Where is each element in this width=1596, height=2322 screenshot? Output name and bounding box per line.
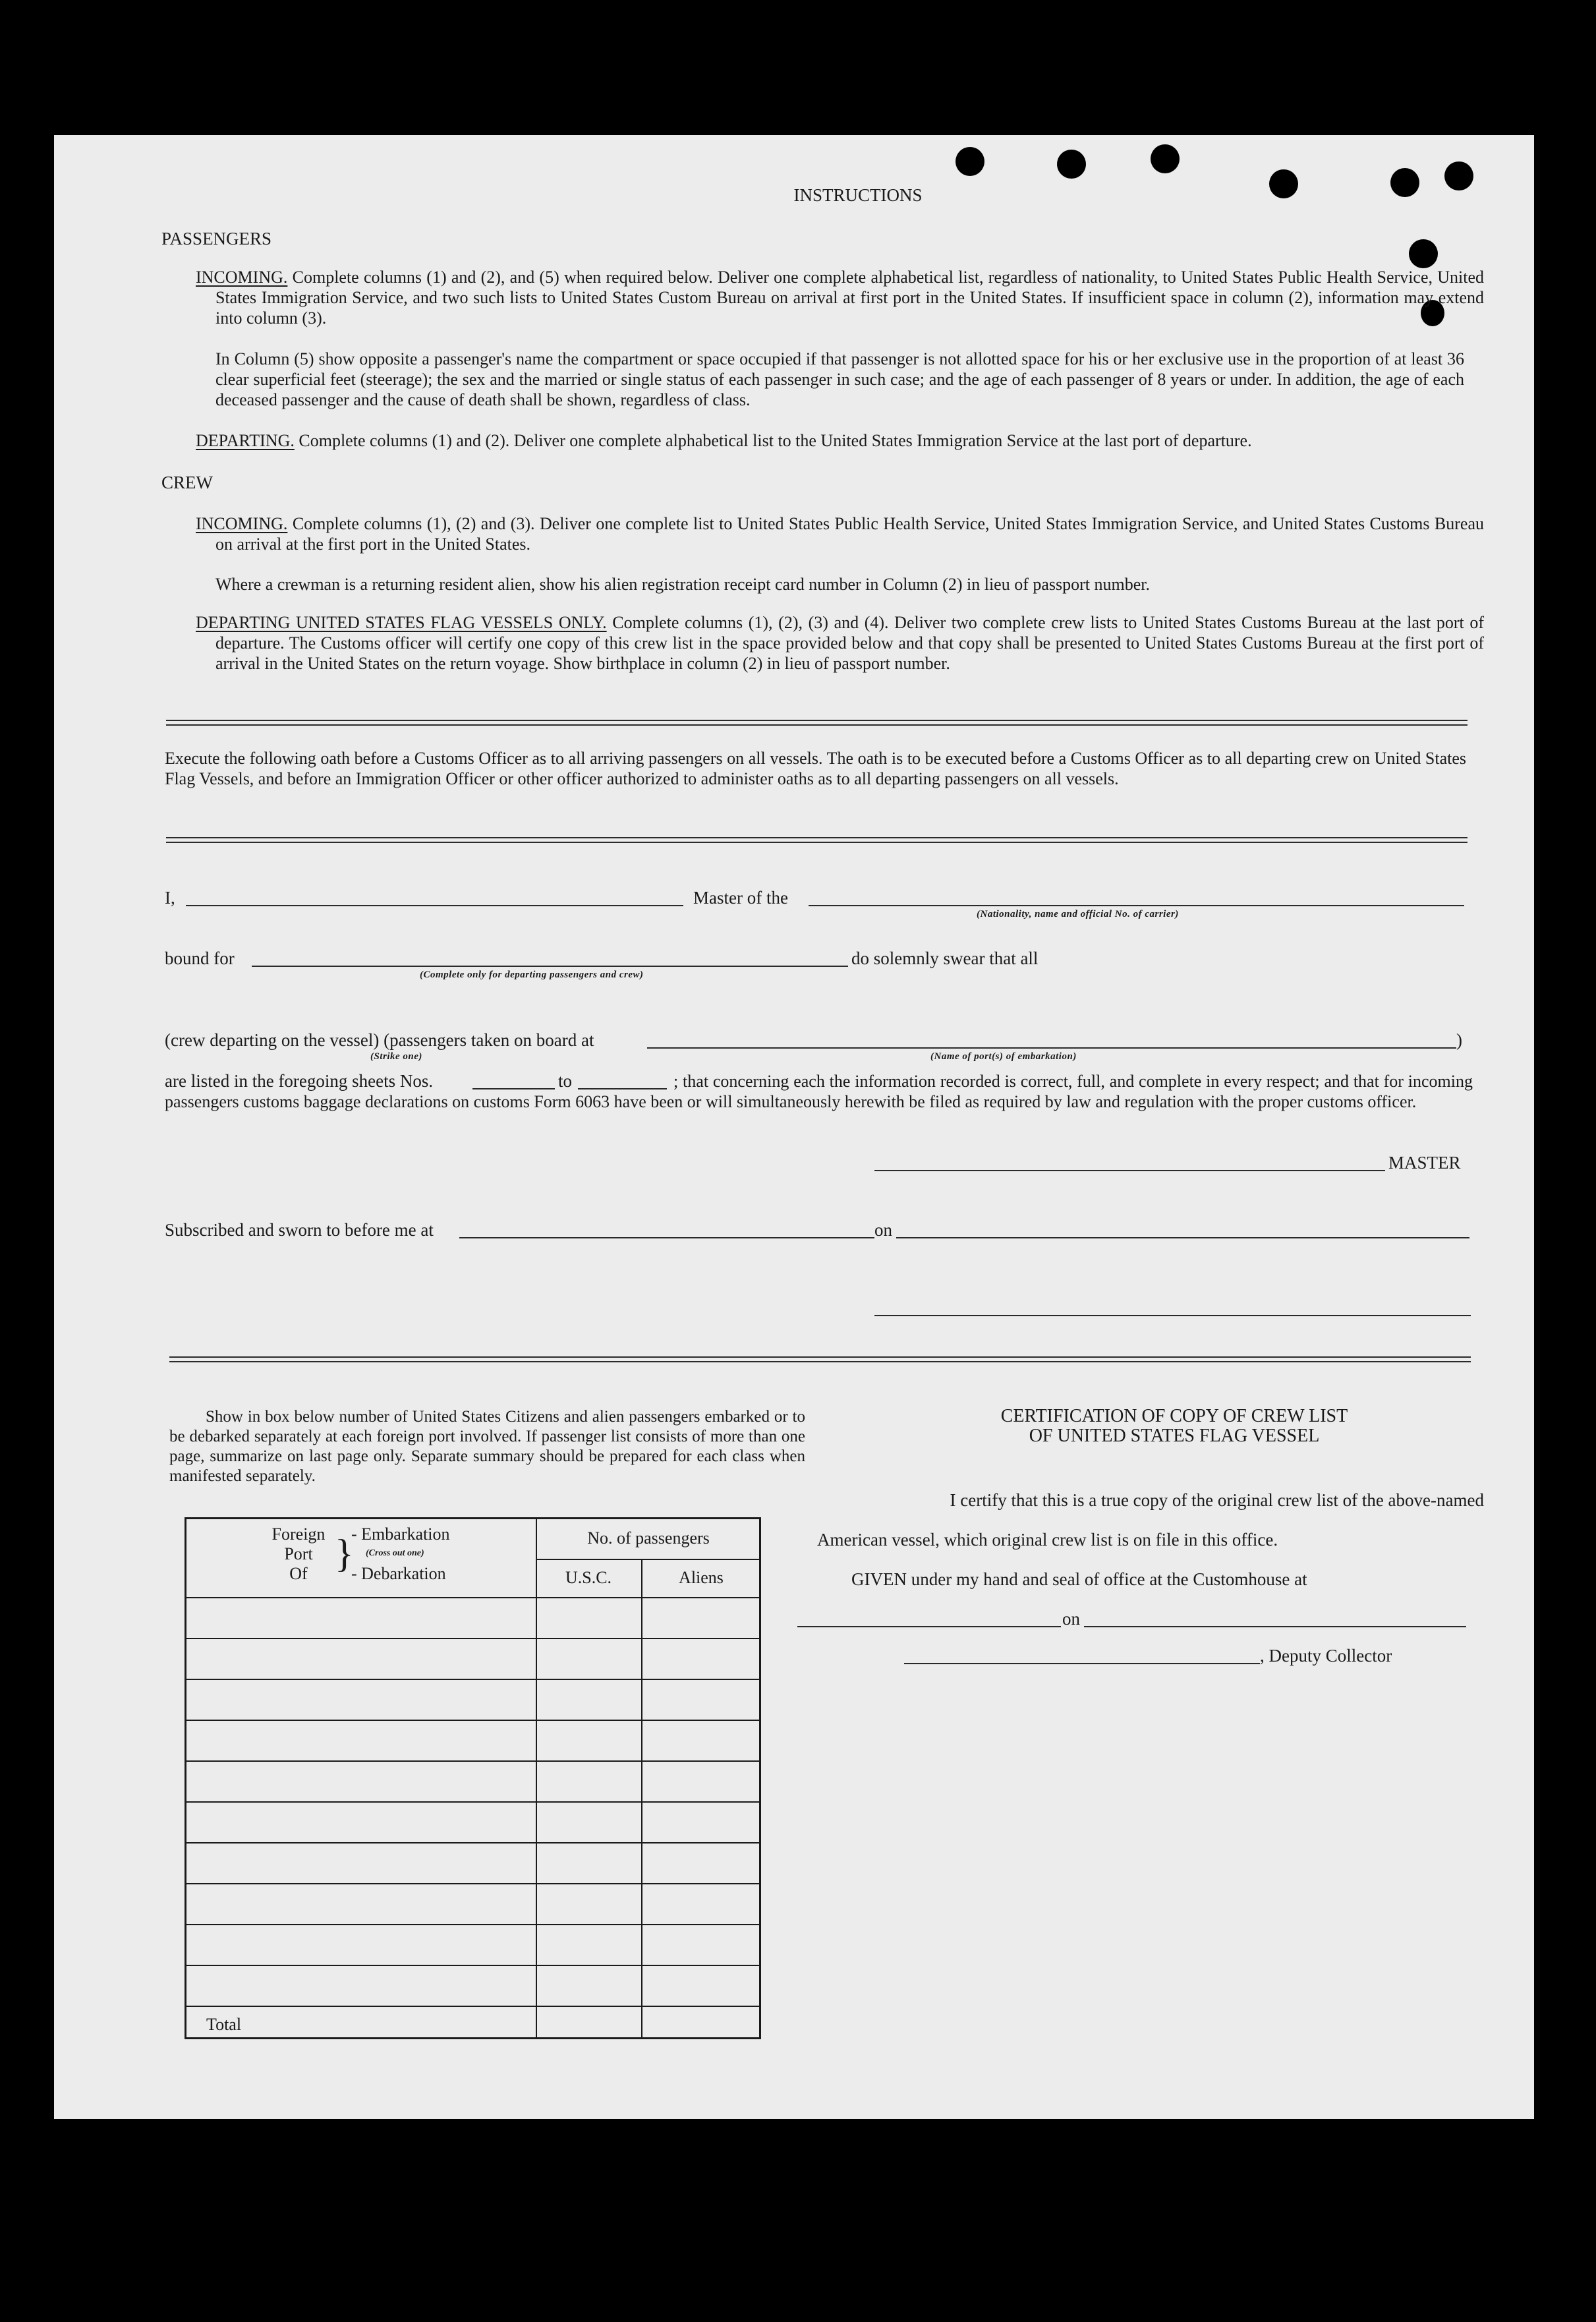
no-of-passengers-header: No. of passengers [587, 1528, 710, 1548]
listed-start: are listed in the foregoing sheets Nos. [165, 1071, 434, 1091]
complete-only-hint: (Complete only for departing passengers and crew) [420, 970, 644, 980]
section-divider-1 [166, 720, 1468, 726]
cross-out-hint: (Cross out one) [366, 1548, 424, 1558]
foreign-label: Foreign [271, 1524, 326, 1544]
oath-i-label: I, [165, 888, 175, 908]
embarkation-port-field[interactable] [647, 1047, 1456, 1049]
master-of-the-label: Master of the [693, 888, 788, 908]
crew-incoming-paragraph [196, 513, 1484, 554]
certification-on-label: on [1062, 1609, 1080, 1629]
instructions-title: INSTRUCTIONS [793, 185, 923, 205]
section-divider-3 [169, 1356, 1471, 1362]
deputy-collector-signature-line[interactable] [904, 1663, 1260, 1664]
close-paren: ) [1456, 1030, 1462, 1050]
punch-hole-3 [1151, 144, 1180, 173]
bound-for-label: bound for [165, 948, 235, 968]
crew-incoming-label: INCOMING. [196, 514, 288, 533]
crew-departing-text: Complete columns (1), (2), (3) and (4). Deliver two complete crew lists to United States Customs Bureau at the last port of departure. The Customs officer will certify one copy of this crew list in the space provided below and that copy shall be presented to United States Customs Bureau at the first port of arrival in the United States on the return voyage. Show birthplace in column (2) in lieu of passport number. [215, 613, 1485, 673]
passengers-incoming-label: INCOMING. [196, 268, 288, 287]
punch-hole-1 [955, 147, 984, 176]
master-label: MASTER [1388, 1153, 1461, 1173]
given-line: GIVEN under my hand and seal of office at the Customhouse at [851, 1569, 1307, 1589]
master-name-field[interactable] [186, 905, 683, 906]
subscribed-date-field[interactable] [896, 1237, 1469, 1238]
certification-date-field[interactable] [1084, 1626, 1466, 1627]
usc-header: U.S.C. [565, 1568, 612, 1587]
punch-hole-4 [1269, 169, 1298, 198]
listed-rest: ; that concerning each the information recorded is correct, full, and complete in every respect; and that for incoming passengers customs baggage declarations on customs Form 6063 have been or will simultaneously herewith be filed as required by law and regulation with the proper customs officer. [165, 1072, 1473, 1111]
passengers-column5-paragraph: In Column (5) show opposite a passenger's name the compartment or space occupied if that passenger is not allotted space for his or her exclusive use in the proportion of at least 36 clear superficial feet (steerage); the sex and the married or single status of each passenger in such case; and the age of each passenger of 8 years or under. In addition, the age of each deceased passenger and the cause of death shall be shown, regardless of class. [215, 349, 1464, 409]
crew-departing-paragraph [196, 612, 1484, 674]
punch-hole-6 [1444, 161, 1473, 190]
crew-heading: CREW [161, 473, 213, 492]
master-signature-line[interactable] [874, 1170, 1385, 1171]
embarkation-option[interactable]: - Embarkation [351, 1524, 450, 1544]
strike-one-hint: (Strike one) [370, 1051, 422, 1062]
summary-instructions: Show in box below number of United States Citizens and alien passengers embarked or to be debarked separately at each foreign port involved. If passenger list consists of more than one page, summarize on last page only. Separate summary should be prepared for each class when manifested separately. [169, 1408, 805, 1485]
debarkation-option[interactable]: - Debarkation [351, 1564, 446, 1583]
crew-incoming-text: Complete columns (1), (2) and (3). Deliver one complete list to United States Public Health Service, United States Immigration Service, and United States Customs Bureau on arrival at the first port in the United States. [215, 514, 1485, 554]
crew-resident-paragraph: Where a crewman is a returning resident alien, show his alien registration receipt card number in Column (2) in lieu of passport number. [215, 575, 1151, 594]
oath-intro: Execute the following oath before a Customs Officer as to all arriving passengers on all vessels. The oath is to be executed before a Customs Officer as to all departing crew on United States Flag Vessels, and before an Immigration Officer or other officer authorized to administer oaths as to all departing passengers on all vessels. [165, 749, 1466, 788]
crew-passengers-label: (crew departing on the vessel) (passengers taken on board at [165, 1030, 594, 1050]
port-label: Port [284, 1544, 313, 1563]
crew-departing-label: DEPARTING UNITED STATES FLAG VESSELS ONLY. [196, 613, 607, 632]
passengers-incoming-paragraph [196, 267, 1484, 328]
nationality-hint: (Nationality, name and official No. of carrier) [977, 909, 1179, 919]
aliens-header: Aliens [679, 1568, 724, 1587]
subscribed-place-field[interactable] [459, 1237, 874, 1238]
section-divider-2 [166, 837, 1468, 843]
passengers-departing-paragraph [196, 430, 1464, 451]
certification-title-1: CERTIFICATION OF COPY OF CREW LIST [1000, 1406, 1348, 1426]
customhouse-place-field[interactable] [797, 1626, 1061, 1627]
port-hint: (Name of port(s) of embarkation) [930, 1051, 1077, 1062]
officer-signature-line[interactable] [874, 1315, 1471, 1316]
do-solemnly-label: do solemnly swear that all [851, 948, 1039, 968]
passengers-heading: PASSENGERS [161, 229, 272, 248]
passenger-summary-table [185, 1517, 761, 2039]
subscribed-label: Subscribed and sworn to before me at [165, 1220, 434, 1240]
certification-title-2: OF UNITED STATES FLAG VESSEL [1029, 1426, 1320, 1446]
punch-hole-2 [1057, 150, 1086, 179]
certify-line-2: American vessel, which original crew list is on file in this office. [817, 1530, 1278, 1550]
to-label: to [558, 1071, 573, 1091]
bound-for-field[interactable] [252, 966, 848, 967]
of-label: Of [289, 1564, 308, 1583]
deputy-collector-label: , Deputy Collector [1260, 1646, 1392, 1666]
subscribed-on-label: on [874, 1220, 892, 1240]
carrier-field[interactable] [809, 905, 1464, 906]
punch-hole-5 [1390, 168, 1419, 197]
punch-hole-7 [1409, 239, 1438, 268]
certify-line-1: I certify that this is a true copy of the original crew list of the above-named [950, 1490, 1484, 1510]
passengers-departing-text: Complete columns (1) and (2). Deliver one complete alphabetical list to the United States Immigration Service at the last port of departure. [299, 431, 1252, 450]
form-page [54, 135, 1534, 2119]
passengers-departing-label: DEPARTING. [196, 431, 295, 450]
brace-icon: } [335, 1532, 354, 1575]
passengers-incoming-text: Complete columns (1) and (2), and (5) when required below. Deliver one complete alphabetical list, regardless of nationality, to United States Public Health Service, United States Immigration Service, and two such lists to United States Custom Bureau on arrival at first port in the United States. If insufficient space in column (2), information may extend into column (3). [215, 268, 1485, 328]
total-label: Total [206, 2015, 242, 2034]
